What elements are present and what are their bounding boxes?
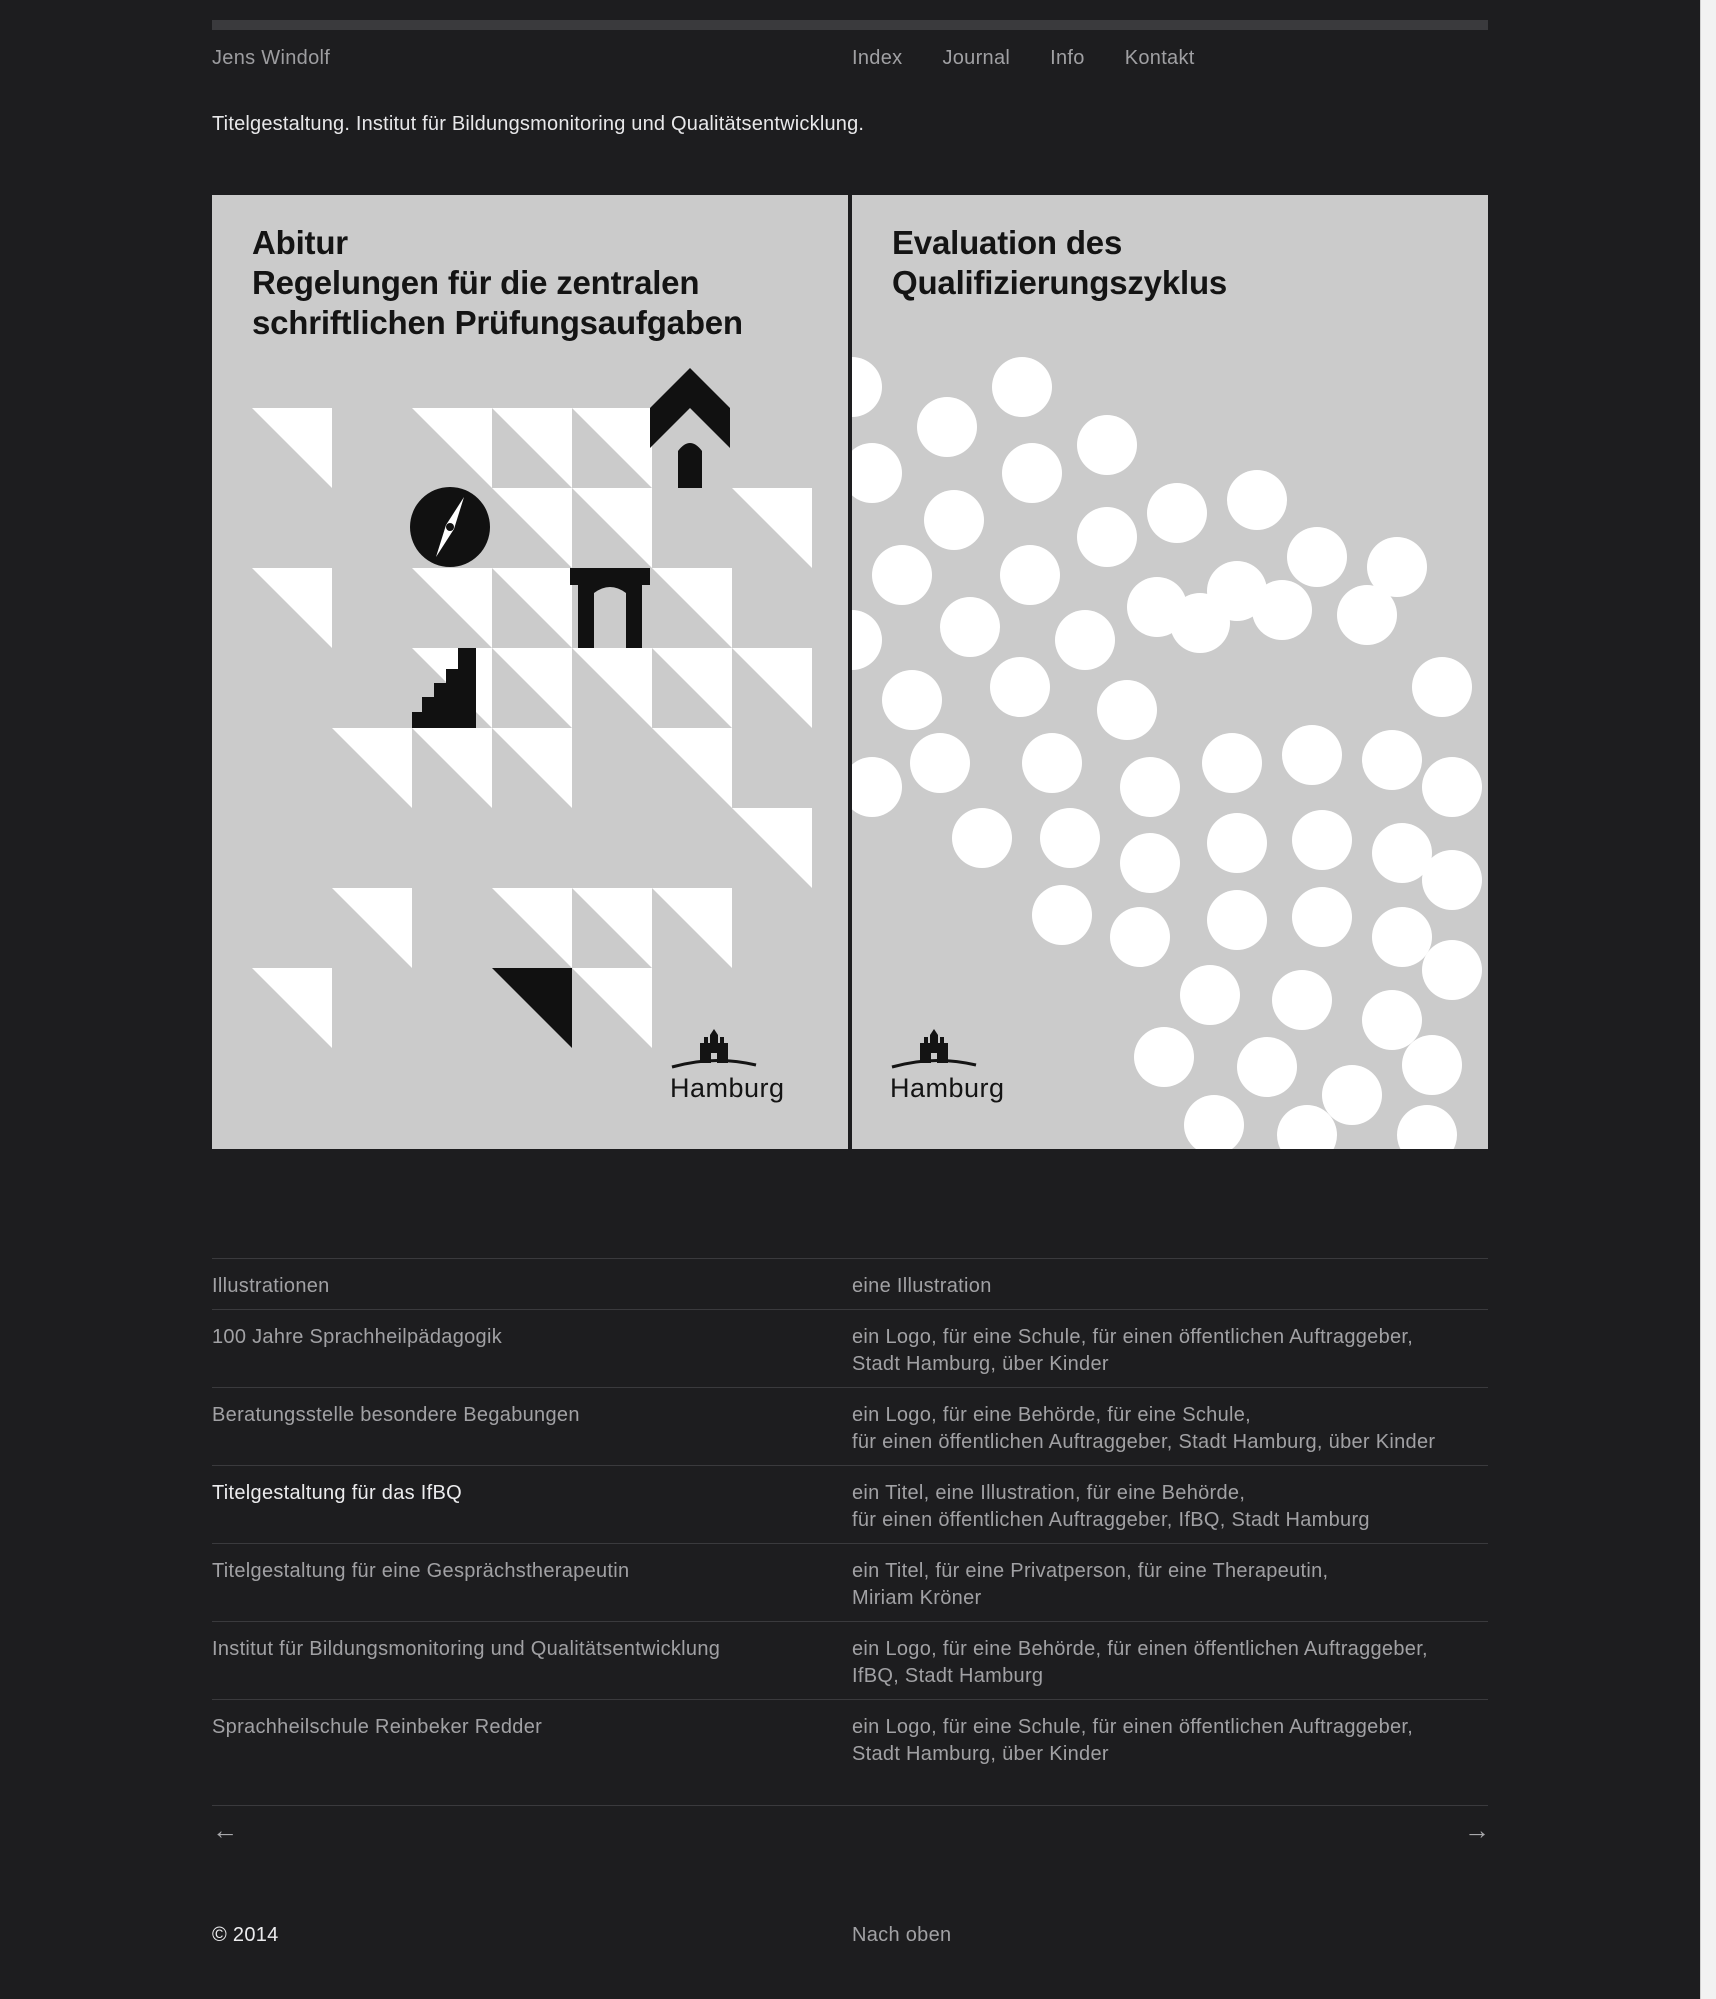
- project-tags-line[interactable]: für einen öffentlichen Auftraggeber, Stadt Hamburg, über Kinder: [852, 1431, 1436, 1453]
- project-list: [212, 1258, 1488, 1777]
- scrollbar[interactable]: [1700, 0, 1716, 1999]
- project-tags: [852, 1636, 1488, 1690]
- main-nav: [852, 47, 1195, 70]
- cover-title-line: Qualifizierungszyklus: [892, 264, 1228, 301]
- site-name-link[interactable]: Jens Windolf: [212, 47, 331, 69]
- project-name[interactable]: Beratungsstelle besondere Begabungen: [212, 1404, 580, 1426]
- project-name[interactable]: 100 Jahre Sprachheilpädagogik: [212, 1326, 503, 1348]
- back-to-top-link[interactable]: Nach oben: [852, 1924, 952, 1946]
- project-tags: [852, 1558, 1488, 1612]
- project-tags-line[interactable]: Stadt Hamburg, über Kinder: [852, 1743, 1109, 1765]
- project-name[interactable]: Institut für Bildungsmonitoring und Qualitätsentwicklung: [212, 1638, 721, 1660]
- hamburg-castle-icon: [670, 1027, 758, 1071]
- table-row[interactable]: [212, 1387, 1488, 1465]
- nav-info[interactable]: Info: [1050, 47, 1085, 69]
- copyright: © 2014: [212, 1924, 279, 1946]
- hamburg-logo-text: Hamburg: [670, 1073, 785, 1103]
- dot-pattern-illustration: [852, 195, 1488, 1149]
- project-tags-line[interactable]: Miriam Kröner: [852, 1587, 982, 1609]
- table-row[interactable]: [212, 1543, 1488, 1621]
- project-tags-line[interactable]: ein Titel, für eine Privatperson, für eine Therapeutin,: [852, 1560, 1329, 1582]
- project-tags-line[interactable]: IfBQ, Stadt Hamburg: [852, 1665, 1044, 1687]
- nav-kontakt[interactable]: Kontakt: [1124, 47, 1195, 69]
- nav-index[interactable]: Index: [852, 47, 903, 69]
- table-row[interactable]: [212, 1465, 1488, 1543]
- project-name[interactable]: Titelgestaltung für eine Gesprächstherapeutin: [212, 1560, 630, 1582]
- cover-title-evaluation: [892, 223, 1227, 303]
- divider: [212, 1805, 1488, 1806]
- project-tags-line[interactable]: Stadt Hamburg, über Kinder: [852, 1353, 1109, 1375]
- table-row[interactable]: [212, 1621, 1488, 1699]
- project-name[interactable]: Sprachheilschule Reinbeker Redder: [212, 1716, 543, 1738]
- cover-title-line: schriftlichen Prüfungsaufgaben: [252, 304, 743, 341]
- project-tags: [852, 1273, 1488, 1300]
- project-tags-line[interactable]: eine Illustration: [852, 1275, 992, 1297]
- project-tags: [852, 1714, 1488, 1768]
- project-name[interactable]: Illustrationen: [212, 1275, 330, 1297]
- hamburg-logo-text: Hamburg: [890, 1073, 1005, 1103]
- project-tags-line[interactable]: ein Logo, für eine Schule, für einen öffentlichen Auftraggeber,: [852, 1716, 1414, 1738]
- project-tags-line[interactable]: ein Logo, für eine Schule, für einen öffentlichen Auftraggeber,: [852, 1326, 1414, 1348]
- project-tags-line[interactable]: ein Titel, eine Illustration, für eine Behörde,: [852, 1482, 1246, 1504]
- project-tags: [852, 1480, 1488, 1534]
- nav-journal[interactable]: Journal: [942, 47, 1011, 69]
- prev-arrow-icon[interactable]: ←: [212, 1815, 238, 1845]
- cover-abitur: [212, 195, 848, 1149]
- project-tags-line[interactable]: ein Logo, für eine Behörde, für einen öffentlichen Auftraggeber,: [852, 1638, 1428, 1660]
- project-tags-line[interactable]: ein Logo, für eine Behörde, für eine Schule,: [852, 1404, 1252, 1426]
- cover-evaluation: [852, 195, 1488, 1149]
- table-row[interactable]: [212, 1309, 1488, 1387]
- cover-gallery: [212, 195, 1488, 1149]
- project-name[interactable]: Titelgestaltung für das IfBQ: [212, 1482, 463, 1504]
- cover-title-line: Regelungen für die zentralen: [252, 264, 700, 301]
- site-header: [212, 47, 1488, 75]
- table-row[interactable]: [212, 1258, 1488, 1309]
- top-bar: [212, 20, 1488, 30]
- project-tags: [852, 1402, 1488, 1456]
- cover-title-line: Evaluation des: [892, 224, 1123, 261]
- next-arrow-icon[interactable]: →: [1464, 1815, 1490, 1845]
- project-tags: [852, 1324, 1488, 1378]
- cover-title-line: Abitur: [252, 224, 348, 261]
- page-subtitle: Titelgestaltung. Institut für Bildungsmonitoring und Qualitätsentwicklung.: [212, 113, 865, 135]
- table-row[interactable]: [212, 1699, 1488, 1777]
- hamburg-castle-icon: [890, 1027, 978, 1071]
- project-tags-line[interactable]: für einen öffentlichen Auftraggeber, IfBQ, Stadt Hamburg: [852, 1509, 1370, 1531]
- cover-title-abitur: [252, 223, 743, 343]
